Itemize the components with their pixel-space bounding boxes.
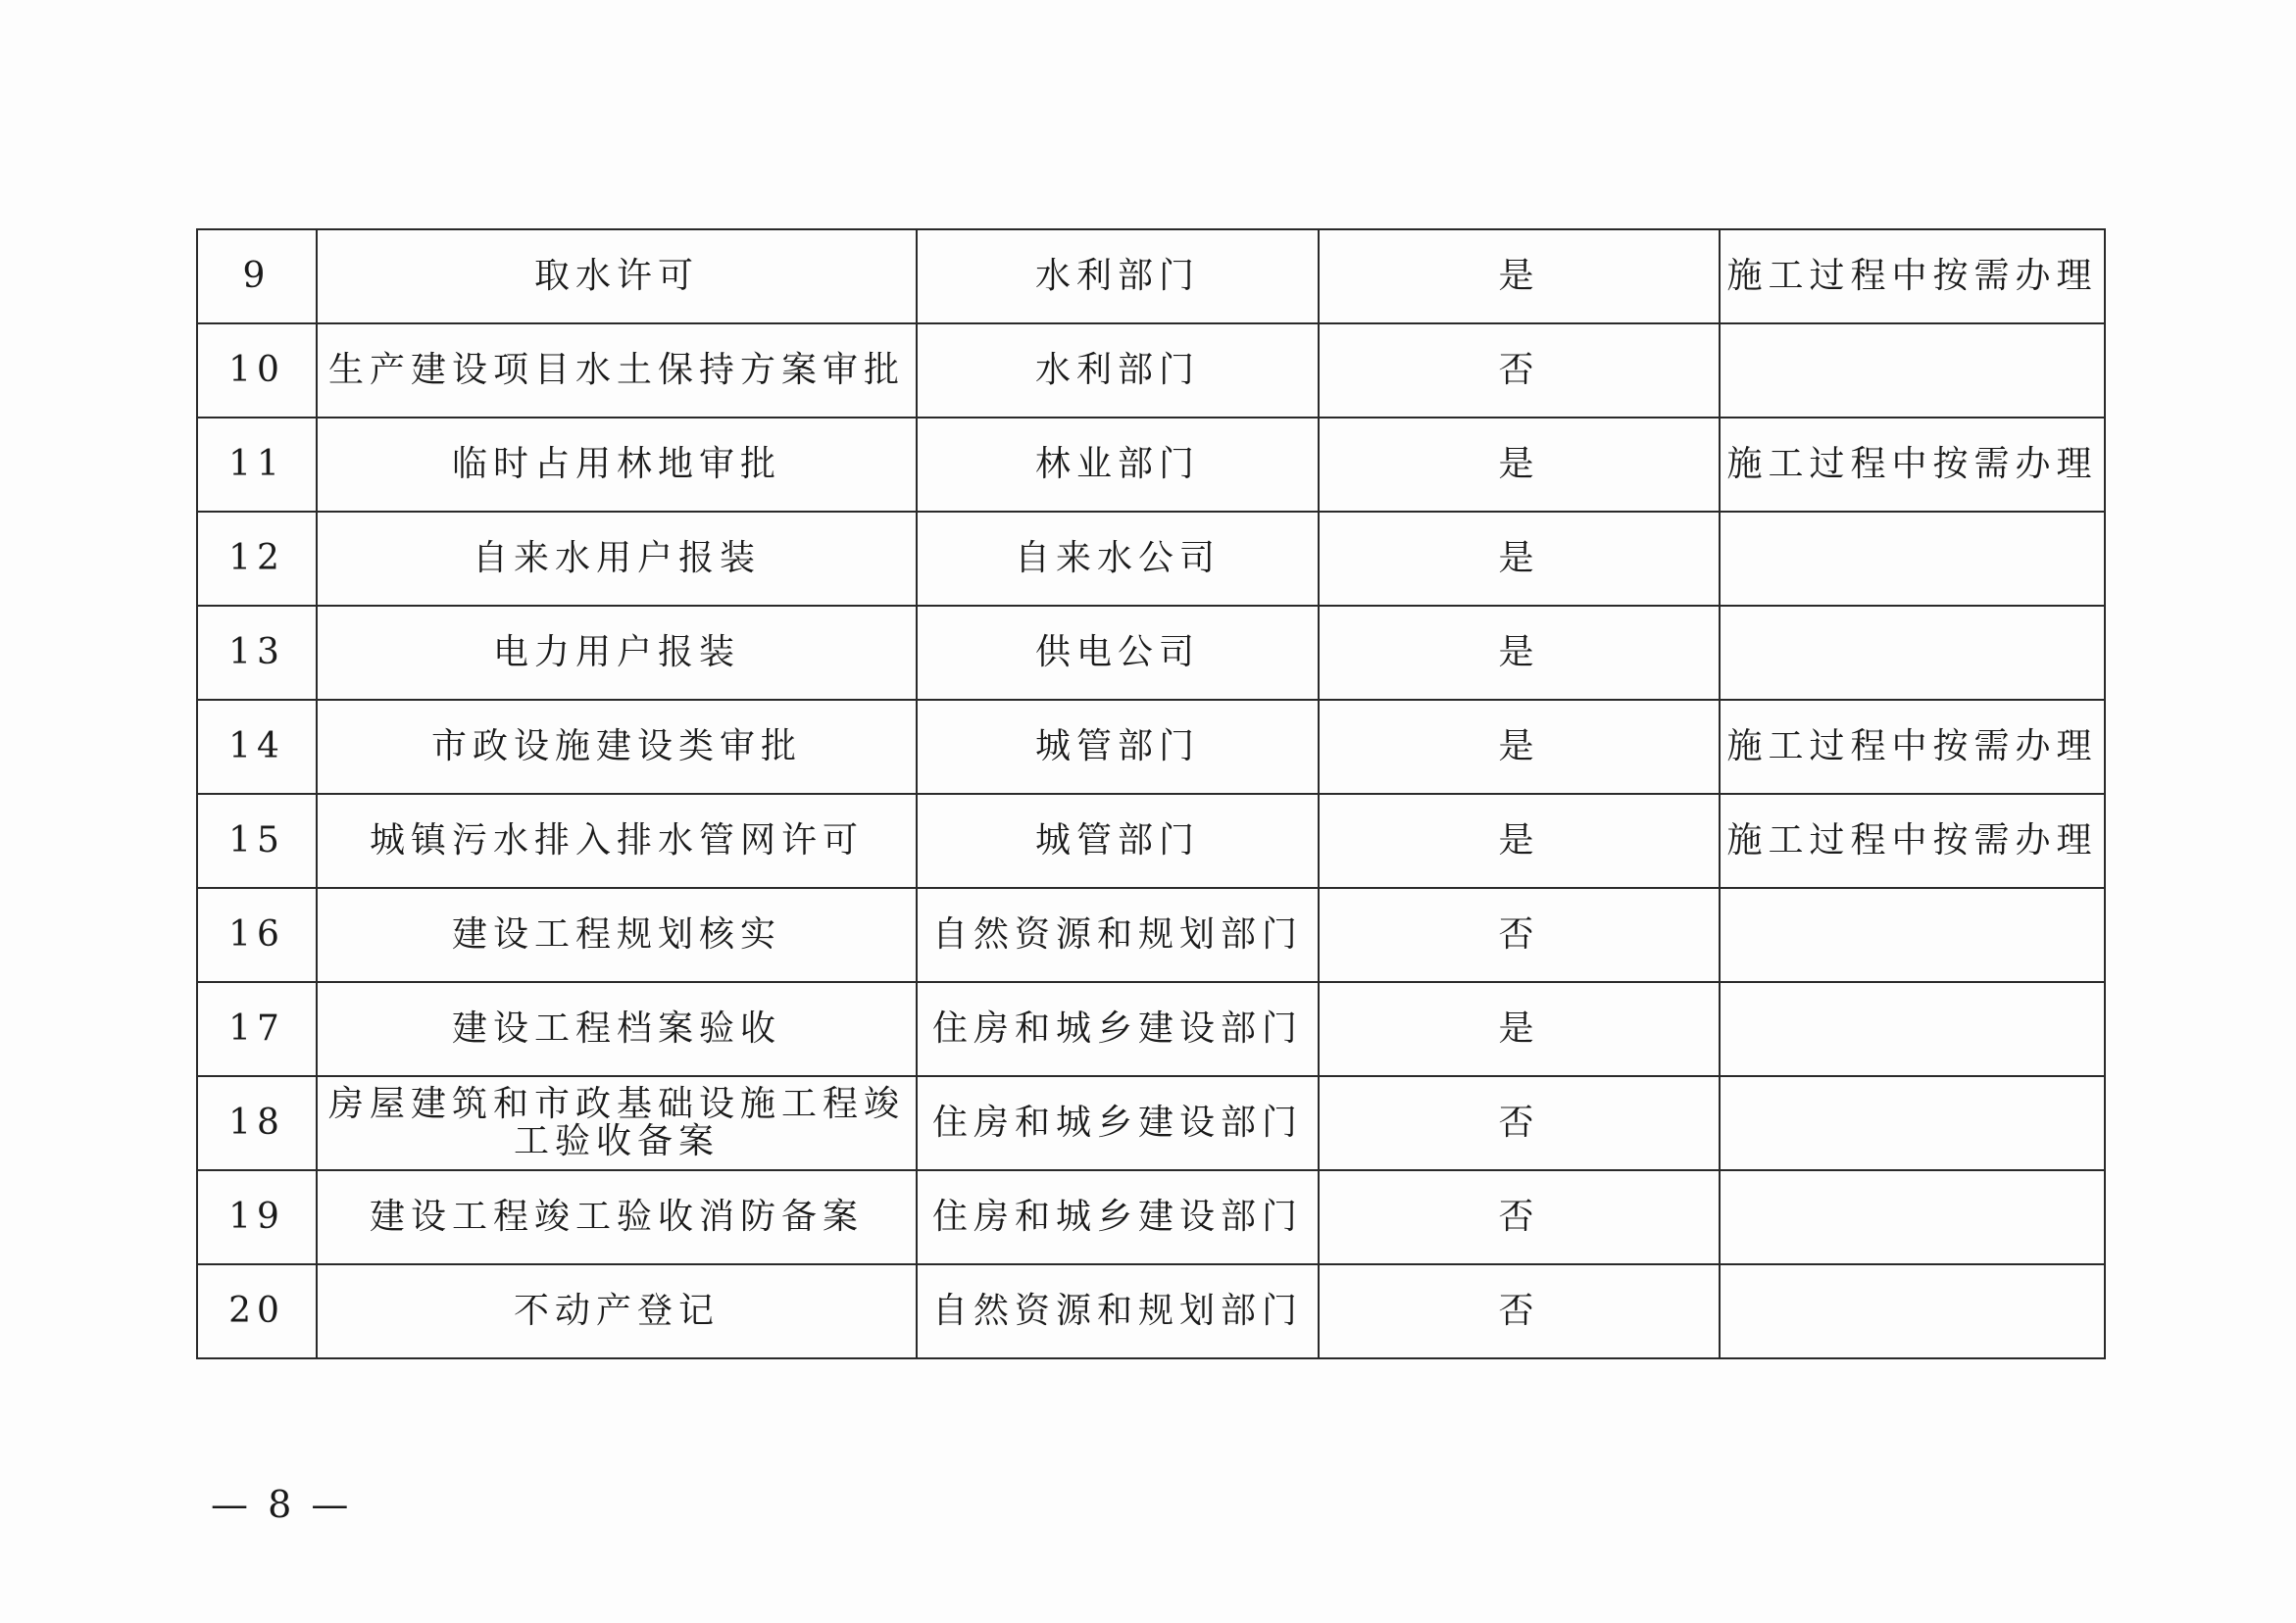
department: 自然资源和规划部门	[917, 1264, 1319, 1358]
item-name: 临时占用林地审批	[317, 418, 917, 512]
item-name: 房屋建筑和市政基础设施工程竣工验收备案	[317, 1076, 917, 1170]
remark	[1720, 982, 2105, 1076]
permit-table-body	[197, 229, 2105, 1358]
row-number: 14	[197, 700, 317, 794]
yes-no-value: 是	[1319, 229, 1720, 323]
remark	[1720, 606, 2105, 700]
yes-no-value: 是	[1319, 794, 1720, 888]
remark	[1720, 1076, 2105, 1170]
table-row	[197, 1170, 2105, 1264]
row-number: 19	[197, 1170, 317, 1264]
yes-no-value: 是	[1319, 606, 1720, 700]
remark: 施工过程中按需办理	[1720, 229, 2105, 323]
remark: 施工过程中按需办理	[1720, 418, 2105, 512]
item-name: 建设工程规划核实	[317, 888, 917, 982]
item-name: 取水许可	[317, 229, 917, 323]
row-number: 17	[197, 982, 317, 1076]
yes-no-value: 否	[1319, 1076, 1720, 1170]
yes-no-value: 是	[1319, 700, 1720, 794]
item-name: 建设工程竣工验收消防备案	[317, 1170, 917, 1264]
remark	[1720, 323, 2105, 418]
department: 林业部门	[917, 418, 1319, 512]
remark: 施工过程中按需办理	[1720, 700, 2105, 794]
row-number: 18	[197, 1076, 317, 1170]
yes-no-value: 否	[1319, 323, 1720, 418]
row-number: 20	[197, 1264, 317, 1358]
table-row	[197, 888, 2105, 982]
department: 住房和城乡建设部门	[917, 1170, 1319, 1264]
table-row	[197, 606, 2105, 700]
yes-no-value: 否	[1319, 888, 1720, 982]
yes-no-value: 否	[1319, 1170, 1720, 1264]
department: 水利部门	[917, 323, 1319, 418]
table-row	[197, 323, 2105, 418]
item-name: 建设工程档案验收	[317, 982, 917, 1076]
remark	[1720, 888, 2105, 982]
department: 住房和城乡建设部门	[917, 1076, 1319, 1170]
row-number: 11	[197, 418, 317, 512]
item-name: 市政设施建设类审批	[317, 700, 917, 794]
row-number: 16	[197, 888, 317, 982]
yes-no-value: 否	[1319, 1264, 1720, 1358]
table-row	[197, 982, 2105, 1076]
department: 住房和城乡建设部门	[917, 982, 1319, 1076]
row-number: 15	[197, 794, 317, 888]
yes-no-value: 是	[1319, 418, 1720, 512]
yes-no-value: 是	[1319, 512, 1720, 606]
table-row	[197, 794, 2105, 888]
table-row	[197, 1264, 2105, 1358]
table-row	[197, 512, 2105, 606]
department: 自然资源和规划部门	[917, 888, 1319, 982]
table-row	[197, 418, 2105, 512]
department: 城管部门	[917, 700, 1319, 794]
remark	[1720, 512, 2105, 606]
table-row	[197, 700, 2105, 794]
row-number: 9	[197, 229, 317, 323]
table-row	[197, 1076, 2105, 1170]
item-name: 电力用户报装	[317, 606, 917, 700]
item-name: 不动产登记	[317, 1264, 917, 1358]
row-number: 10	[197, 323, 317, 418]
row-number: 12	[197, 512, 317, 606]
item-name: 自来水用户报装	[317, 512, 917, 606]
remark	[1720, 1264, 2105, 1358]
remark: 施工过程中按需办理	[1720, 794, 2105, 888]
item-name: 城镇污水排入排水管网许可	[317, 794, 917, 888]
department: 城管部门	[917, 794, 1319, 888]
row-number: 13	[197, 606, 317, 700]
department: 供电公司	[917, 606, 1319, 700]
yes-no-value: 是	[1319, 982, 1720, 1076]
remark	[1720, 1170, 2105, 1264]
table-row	[197, 229, 2105, 323]
department: 自来水公司	[917, 512, 1319, 606]
item-name: 生产建设项目水土保持方案审批	[317, 323, 917, 418]
page-number: — 8 —	[211, 1483, 353, 1526]
permit-table	[196, 228, 2106, 1359]
department: 水利部门	[917, 229, 1319, 323]
